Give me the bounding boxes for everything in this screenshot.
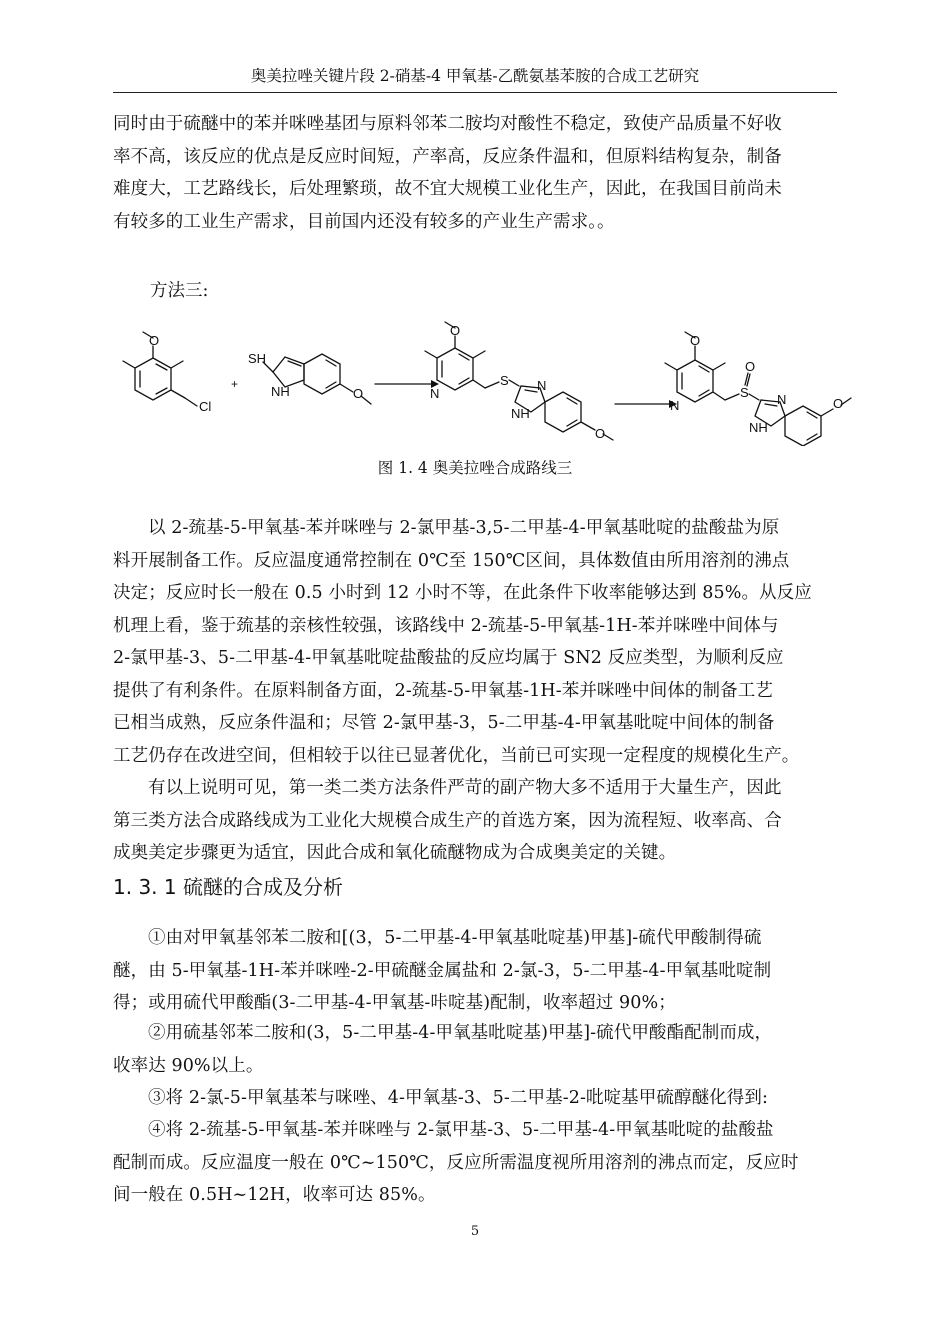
atom-label-o: O	[833, 396, 844, 411]
atom-label-n: N	[430, 386, 440, 401]
text-line: 已相当成熟，反应条件温和；尽管 2-氯甲基-3，5-二甲基-4-甲氧基吡啶中间体的制备	[113, 713, 775, 733]
text-line: 成奥美定步骤更为适宜，因此合成和氧化硫醚物成为合成奥美定的关键。	[113, 843, 677, 863]
text-line: ④将 2-巯基-5-甲氧基-苯并咪唑与 2-氯甲基-3、5-二甲基-4-甲氧基吡啶的盐酸盐	[148, 1120, 774, 1140]
paragraph-method-three	[113, 512, 841, 772]
text-line: 同时由于硫醚中的苯并咪唑基团与原料邻苯二胺均对酸性不稳定，致使产品质量不好收	[113, 114, 782, 134]
text-line: 决定；反应时长一般在 0.5 小时到 12 小时不等，在此条件下收率能够达到 85%。从反应	[113, 583, 812, 603]
text-line: 醚，由 5-甲氧基-1H-苯并咪唑-2-甲硫醚金属盐和 2-氯-3，5-二甲基-4-甲氧基吡啶制	[113, 960, 772, 981]
text-line: 以 2-巯基-5-甲氧基-苯并咪唑与 2-氯甲基-3,5-二甲基-4-甲氧基吡啶的盐酸盐为原	[148, 518, 780, 538]
atom-label-cl: Cl	[199, 399, 212, 414]
atom-label-o: O	[149, 333, 160, 348]
atom-label-nh: NH	[511, 406, 530, 421]
paragraph-conclusion	[113, 772, 841, 870]
atom-label-o: O	[450, 323, 461, 338]
text-line: ②用硫基邻苯二胺和(3，5-二甲基-4-甲氧基吡啶基)甲基]-硫代甲酸酯配制而成，	[148, 1023, 773, 1043]
atom-label-sh: SH	[248, 351, 267, 366]
atom-label-n: N	[670, 398, 680, 413]
text-line: 得；或用硫代甲酸酯(3-二甲基-4-甲氧基-咔啶基)配制，收率超过 90%；	[113, 993, 676, 1013]
text-line: 配制而成。反应温度一般在 0℃~150℃，反应所需温度视所用溶剂的沸点而定，反应时	[113, 1152, 799, 1173]
text-line: 有以上说明可见，第一类二类方法条件严苛的副产物大多不适用于大量生产，因此	[148, 778, 782, 798]
atom-label-nh: NH	[271, 384, 290, 399]
text-line: ①由对甲氧基邻苯二胺和[(3，5-二甲基-4-甲氧基吡啶基)甲基]-硫代甲酸制得硫	[148, 928, 762, 948]
text-line: 机理上看，鉴于巯基的亲核性较强，该路线中 2-巯基-5-甲氧基-1H-苯并咪唑中间体与	[113, 615, 779, 636]
text-line: 第三类方法合成路线成为工业化大规模合成生产的首选方案，因为流程短、收率高、合	[113, 810, 782, 831]
atom-label-n: N	[537, 378, 547, 393]
atom-label-o: O	[353, 386, 364, 401]
atom-label-o: O	[745, 359, 756, 374]
list-item-2	[113, 1017, 841, 1082]
method-three-label: 方法三:	[150, 281, 209, 301]
text-line: 料开展制备工作。反应温度通常控制在 0℃至 150℃区间，具体数值由所用溶剂的沸点	[113, 550, 790, 571]
running-header: 奥美拉唑关键片段 2-硝基-4 甲氧基-乙酰氨基苯胺的合成工艺研究	[250, 67, 700, 85]
section-heading: 1. 3. 1 硫醚的合成及分析	[113, 875, 343, 899]
paragraph-limitations	[113, 108, 841, 238]
atom-label-s: S	[500, 373, 509, 388]
atom-label-n: N	[777, 392, 787, 407]
text-line: 难度大，工艺路线长，后处理繁琐，故不宜大规模工业化生产，因此，在我国目前尚未	[113, 179, 782, 199]
list-item-3	[113, 1082, 841, 1115]
text-line: 率不高，该反应的优点是反应时间短，产率高，反应条件温和，但原料结构复杂，制备	[113, 146, 782, 167]
text-line: 间一般在 0.5H~12H，收率可达 85%。	[113, 1185, 436, 1205]
atom-label-o: O	[595, 426, 606, 441]
atom-label-nh: NH	[749, 420, 768, 435]
reaction-plus: +	[231, 377, 239, 391]
text-line: 有较多的工业生产需求，目前国内还没有较多的产业生产需求。。	[113, 211, 615, 232]
list-item-1	[113, 922, 841, 1020]
page-number: 5	[470, 1224, 480, 1239]
atom-label-s: S	[740, 385, 749, 400]
atom-label-o: O	[690, 333, 701, 348]
figure-caption: 图 1. 4 奥美拉唑合成路线三	[377, 459, 573, 477]
text-line: 2-氯甲基-3、5-二甲基-4-甲氧基吡啶盐酸盐的反应均属于 SN2 反应类型，为顺利反应	[113, 648, 784, 668]
header-divider	[113, 92, 837, 93]
synthesis-scheme-figure	[113, 308, 853, 446]
text-line: ③将 2-氯-5-甲氧基苯与咪唑、4-甲氧基-3、5-二甲基-2-吡啶基甲硫醇醚化得到:	[148, 1088, 768, 1108]
list-item-4	[113, 1114, 841, 1212]
text-line: 工艺仍存在改进空间，但相较于以往已显著优化，当前已可实现一定程度的规模化生产。	[113, 745, 800, 766]
text-line: 收率达 90%以上。	[113, 1055, 264, 1076]
text-line: 提供了有利条件。在原料制备方面，2-巯基-5-甲氧基-1H-苯并咪唑中间体的制备工艺	[113, 680, 773, 701]
